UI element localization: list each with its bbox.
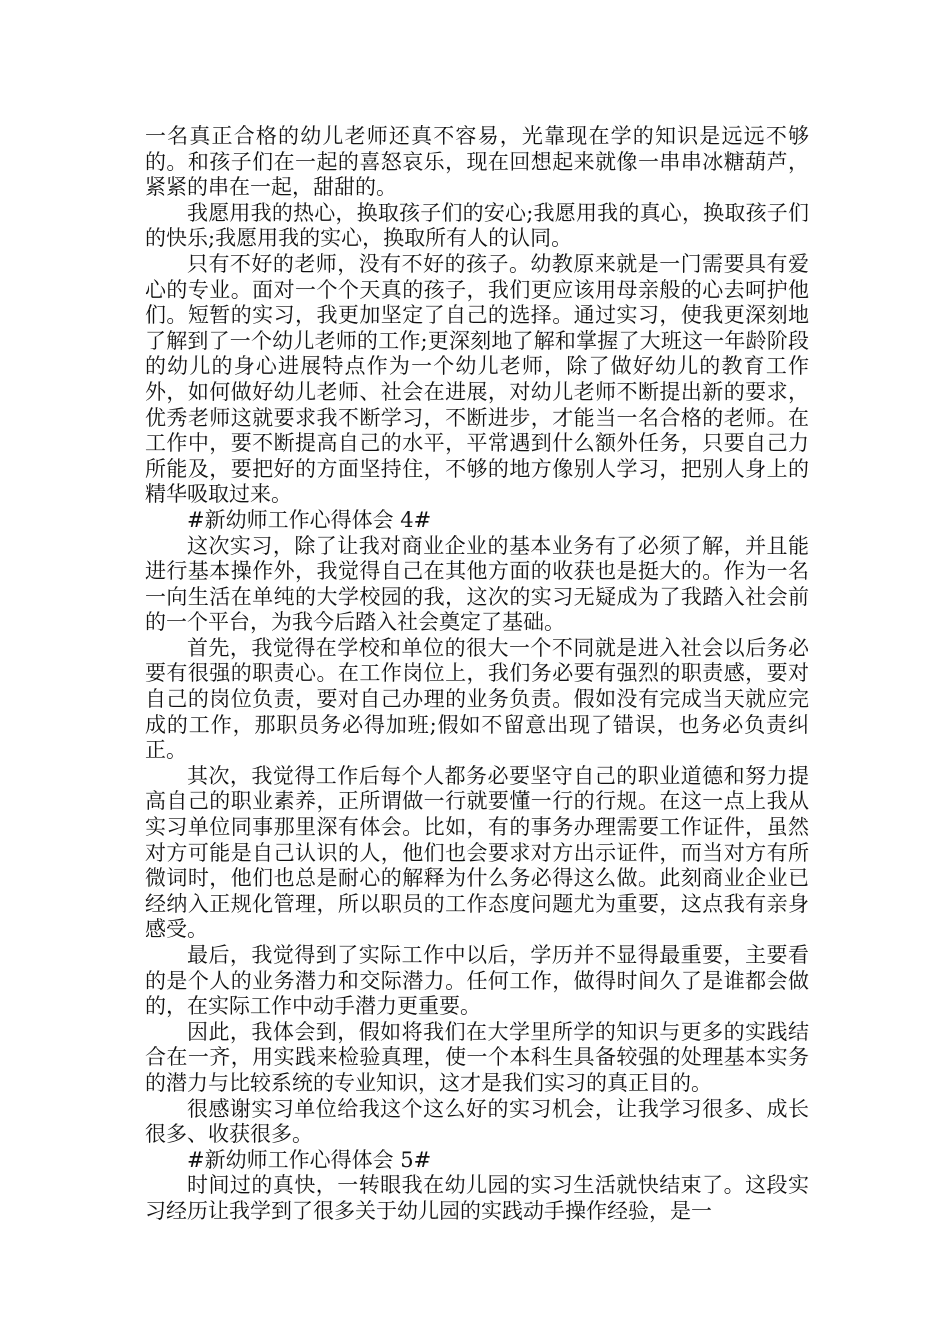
paragraph: 最后，我觉得到了实际工作中以后，学历并不显得最重要，主要看的是个人的业务潜力和交际潜力。任何工作，做得时间久了是谁都会做的，在实际工作中动手潜力更重要。 <box>145 943 809 1019</box>
paragraph: 这次实习，除了让我对商业企业的基本业务有了必须了解，并且能进行基本操作外，我觉得自己在其他方面的收获也是挺大的。作为一名一向生活在单纯的大学校园的我，这次的实习无疑成为了我踏入社会前的一个平台，为我今后踏入社会奠定了基础。 <box>145 533 809 635</box>
paragraph: 只有不好的老师，没有不好的孩子。幼教原来就是一门需要具有爱心的专业。面对一个个天真的孩子，我们更应该用母亲般的心去呵护他们。短暂的实习，我更加坚定了自己的选择。通过实习，使我更深刻地了解到了一个幼儿老师的工作;更深刻地了解和掌握了大班这一年龄阶段的幼儿的身心进展特点作为一个幼儿老师，除了做好幼儿的教育工作外，如何做好幼儿老师、社会在进展，对幼儿老师不断提出新的要求，优秀老师这就要求我不断学习，不断进步，才能当一名合格的老师。在工作中，要不断提高自己的水平，平常遇到什么额外任务，只要自己力所能及，要把好的方面坚持住，不够的地方像别人学习，把别人身上的精华吸取过来。 <box>145 251 809 507</box>
paragraph: 因此，我体会到，假如将我们在大学里所学的知识与更多的实践结合在一齐，用实践来检验真理，使一个本科生具备较强的处理基本实务的潜力与比较系统的专业知识，这才是我们实习的真正目的。 <box>145 1019 809 1095</box>
paragraph: 很感谢实习单位给我这个这么好的实习机会，让我学习很多、成长很多、收获很多。 <box>145 1096 809 1147</box>
paragraph: 一名真正合格的幼儿老师还真不容易，光靠现在学的知识是远远不够的。和孩子们在一起的喜怒哀乐，现在回想起来就像一串串冰糖葫芦，紧紧的串在一起，甜甜的。 <box>145 124 809 200</box>
paragraph: 我愿用我的热心，换取孩子们的安心;我愿用我的真心，换取孩子们的快乐;我愿用我的实心，换取所有人的认同。 <box>145 200 809 251</box>
paragraph: 时间过的真快，一转眼我在幼儿园的实习生活就快结束了。这段实习经历让我学到了很多关于幼儿园的实践动手操作经验，是一 <box>145 1173 809 1223</box>
paragraph: 其次，我觉得工作后每个人都务必要坚守自己的职业道德和努力提高自己的职业素养，正所谓做一行就要懂一行的行规。在这一点上我从实习单位同事那里深有体会。比如，有的事务办理需要工作证件，虽然对方可能是自己认识的人，他们也会要求对方出示证件，而当对方有所微词时，他们也总是耐心的解释为什么务必得这么做。此刻商业企业已经纳入正规化管理，所以职员的工作态度问题尤为重要，这点我有亲身感受。 <box>145 763 809 942</box>
paragraph: 首先，我觉得在学校和单位的很大一个不同就是进入社会以后务必要有很强的职责心。在工作岗位上，我们务必要有强烈的职责感，要对自己的岗位负责，要对自己办理的业务负责。假如没有完成当天就应完成的工作，那职员务必得加班;假如不留意出现了错误，也务必负责纠正。 <box>145 635 809 763</box>
section-heading: #新幼师工作心得体会 4# <box>187 507 432 532</box>
section-heading: #新幼师工作心得体会 5# <box>187 1147 432 1172</box>
document-body <box>145 124 809 1225</box>
